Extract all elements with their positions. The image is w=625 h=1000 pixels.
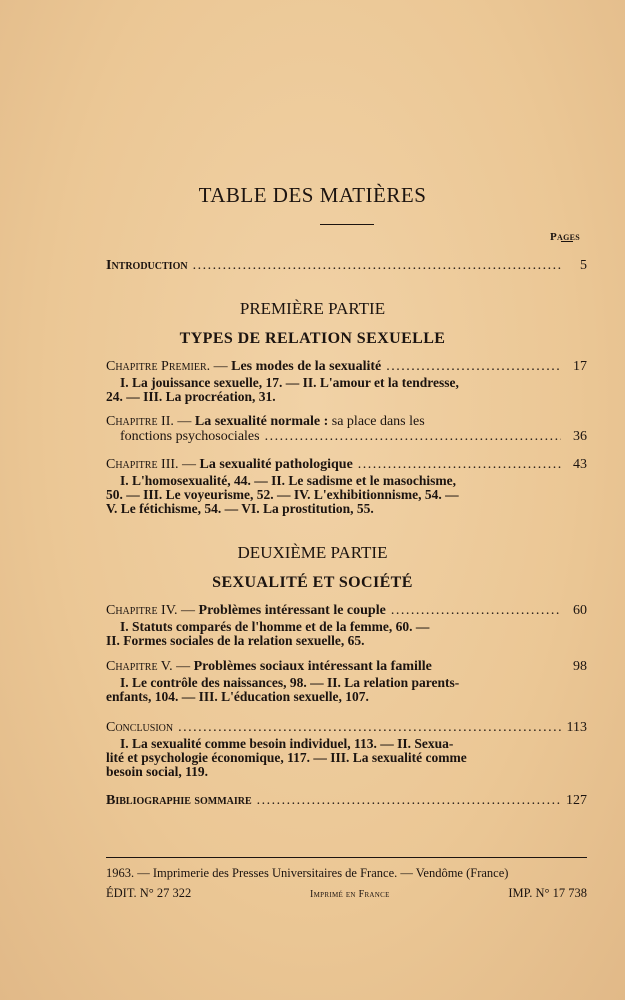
toc-entry-chapter-4[interactable] xyxy=(106,603,587,648)
conclusion-label: Conclusion xyxy=(106,720,174,735)
toc-entry-chapter-2[interactable] xyxy=(106,414,587,444)
chapter-prefix: Chapitre Premier. xyxy=(106,359,211,374)
toc-entry-chapter-1[interactable] xyxy=(106,359,587,404)
bibliography-label: Bibliographie sommaire xyxy=(106,793,252,808)
leader-dots xyxy=(260,429,561,444)
chapter-subsections-line: II. Formes sociales de la relation sexuelle, 65. xyxy=(106,633,365,648)
leader-dots xyxy=(173,720,560,735)
chapter-prefix: Chapitre II. xyxy=(106,414,174,429)
footer-numbers-line xyxy=(106,886,587,901)
chapter-subsections-line: 50. — III. Le voyeurisme, 52. — IV. L'exhibitionnisme, 54. — xyxy=(106,487,459,502)
chapter-page: 98 xyxy=(573,659,587,674)
chapter-subsections-line: I. L'homosexualité, 44. — II. Le sadisme et le masochisme, xyxy=(120,473,456,488)
page-title: TABLE DES MATIÈRES xyxy=(198,183,427,207)
footer-edit-number: ÉDIT. N° 27 322 xyxy=(106,886,192,900)
chapter-page: 60 xyxy=(573,603,587,618)
chapter-title: Problèmes intéressant le couple xyxy=(198,603,386,618)
leader-dots xyxy=(188,258,561,273)
chapter-sep: — xyxy=(173,414,195,429)
chapter-page: 17 xyxy=(573,359,587,374)
part2-label: DEUXIÈME PARTIE xyxy=(237,543,388,562)
part1-title: TYPES DE RELATION SEXUELLE xyxy=(179,330,446,347)
toc-entry-conclusion[interactable] xyxy=(106,720,587,779)
chapter-title: Les modes de la sexualité xyxy=(231,359,382,374)
pages-column-header: Pages xyxy=(550,231,581,243)
chapter-subsections-line: I. Le contrôle des naissances, 98. — II. La relation parents- xyxy=(120,675,460,690)
leader-dots xyxy=(252,793,560,808)
toc-entry-chapter-3[interactable] xyxy=(106,457,587,516)
chapter-prefix: Chapitre V. xyxy=(106,659,173,674)
chapter-sep: — xyxy=(177,603,199,618)
footer-imp-number: IMP. N° 17 738 xyxy=(508,886,587,900)
footer-imprint-text: 1963. — Imprimerie des Presses Universitaires de France. — Vendôme (France) xyxy=(106,866,509,880)
chapter-subsections-line: V. Le fétichisme, 54. — VI. La prostitution, 55. xyxy=(106,501,374,516)
chapter-subsections-line: I. Statuts comparés de l'homme et de la femme, 60. — xyxy=(120,619,430,634)
conclusion-subsections-line: I. La sexualité comme besoin individuel, 113. — II. Sexua- xyxy=(120,736,454,751)
chapter-sep: — xyxy=(210,359,232,374)
chapter-sep: — xyxy=(172,659,194,674)
footer-printed-in: Imprimé en France xyxy=(310,889,390,900)
chapter-title: La sexualité pathologique xyxy=(199,457,353,472)
chapter-page: 36 xyxy=(573,429,587,444)
footer-imprint-line xyxy=(106,866,587,881)
bibliography-page: 127 xyxy=(566,793,587,808)
part1-label: PREMIÈRE PARTIE xyxy=(239,299,386,318)
pages-header-rule xyxy=(561,241,573,242)
chapter-title-line2: fonctions psychosociales xyxy=(120,429,260,444)
conclusion-page: 113 xyxy=(566,720,587,735)
part2-title: SEXUALITÉ ET SOCIÉTÉ xyxy=(212,574,413,591)
chapter-sep: — xyxy=(178,457,200,472)
footer-rule xyxy=(106,857,587,858)
toc-entry-chapter-5[interactable] xyxy=(106,659,587,704)
conclusion-subsections-line: lité et psychologie économique, 117. — III. La sexualité comme xyxy=(106,750,467,765)
toc-entry-introduction[interactable] xyxy=(106,258,587,273)
chapter-title-rest: sa place dans les xyxy=(328,414,425,429)
leader-dots xyxy=(353,457,561,472)
chapter-title: La sexualité normale : xyxy=(194,414,329,429)
conclusion-subsections-line: besoin social, 119. xyxy=(106,764,209,779)
chapter-subsections-line: I. La jouissance sexuelle, 17. — II. L'amour et la tendresse, xyxy=(120,375,459,390)
leader-dots xyxy=(386,603,561,618)
leader-dots xyxy=(381,359,561,374)
chapter-subsections-line: enfants, 104. — III. L'éducation sexuelle, 107. xyxy=(106,689,369,704)
chapter-prefix: Chapitre III. xyxy=(106,457,179,472)
toc-entry-bibliography[interactable] xyxy=(106,793,587,808)
chapter-title: Problèmes sociaux intéressant la famille xyxy=(193,659,432,674)
chapter-subsections-line: 24. — III. La procréation, 31. xyxy=(106,389,276,404)
chapter-prefix: Chapitre IV. xyxy=(106,603,178,618)
introduction-page: 5 xyxy=(580,258,587,273)
chapter-page: 43 xyxy=(573,457,587,472)
introduction-label: Introduction xyxy=(106,258,188,273)
title-rule xyxy=(320,224,374,225)
